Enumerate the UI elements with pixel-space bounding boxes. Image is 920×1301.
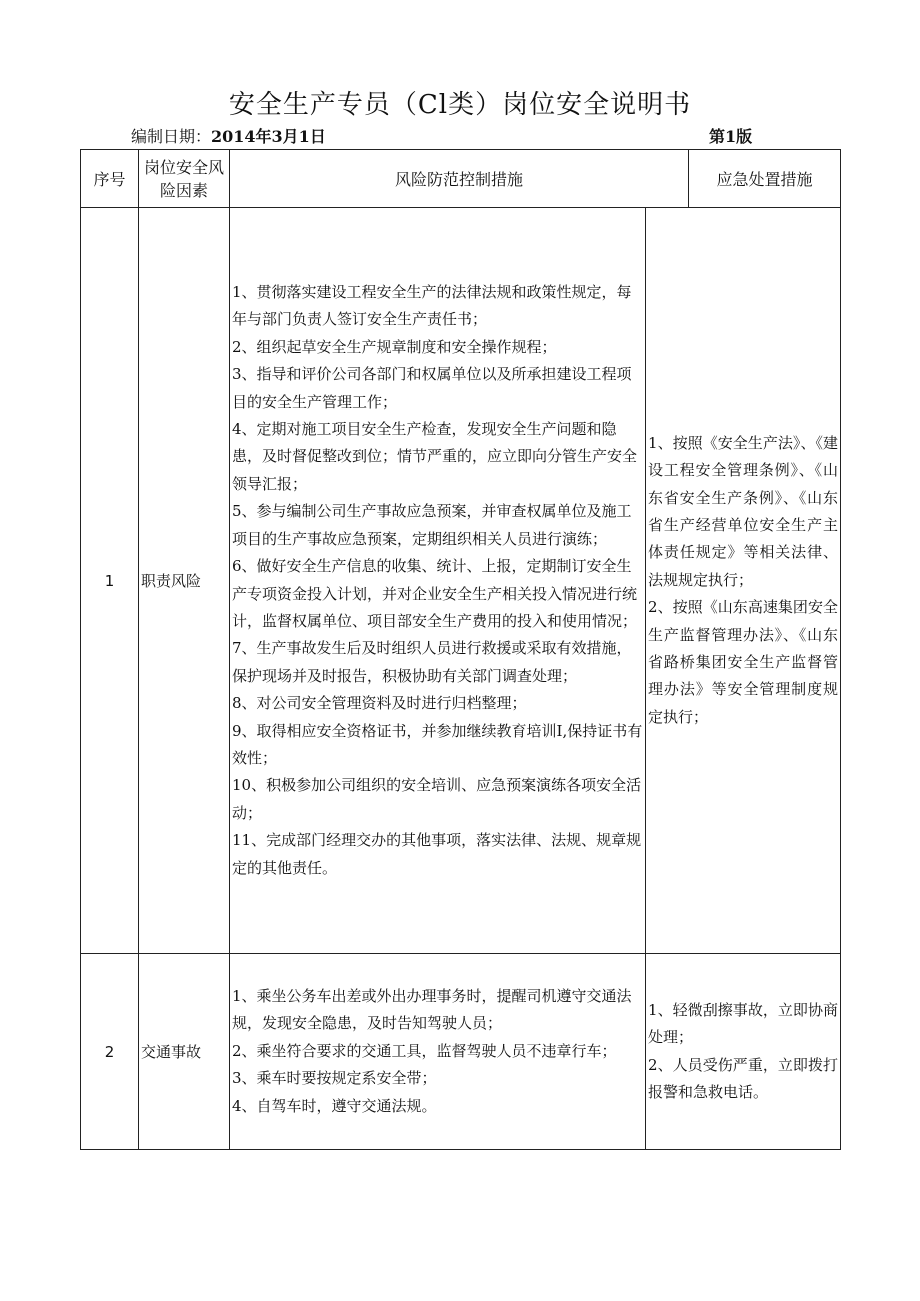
- row-number: 2: [81, 954, 139, 1150]
- control-measures: [230, 954, 646, 1150]
- header-no: 序号: [81, 150, 139, 208]
- measure-item: 3、指导和评价公司各部门和权属单位以及所承担建设工程项目的安全生产管理工作；: [232, 365, 632, 411]
- header-measures-group: [230, 150, 841, 208]
- measure-item: 4、定期对施工项目安全生产检查，发现安全生产问题和隐患，及时督促整改到位；情节严重的，应立即向分管生产安全领导汇报；: [232, 420, 638, 493]
- safety-table: [80, 149, 841, 1150]
- row-number: 1: [81, 208, 139, 954]
- measure-item: 9、取得相应安全资格证书，并参加继续教育培训I,保持证书有效性；: [232, 721, 643, 767]
- emergency-measures: [646, 208, 841, 954]
- measure-item: 1、乘坐公务车出差或外出办理事务时，提醒司机遵守交通法规，发现安全隐患，及时告知驾驶人员；: [232, 986, 632, 1033]
- measure-item: 10、积极参加公司组织的安全培训、应急预案演练各项安全活动；: [232, 776, 642, 822]
- measure-item: 1、贯彻落实建设工程安全生产的法律法规和政策性规定，每年与部门负责人签订安全生产责任书；: [232, 283, 632, 329]
- measure-item: 4、自驾车时，遵守交通法规。: [232, 1096, 437, 1115]
- version-label: 第1版: [709, 127, 753, 146]
- emergency-measures: [646, 954, 841, 1150]
- table-row: [81, 208, 841, 954]
- measure-item: 7、生产事故发生后及时组织人员进行救援或采取有效措施，保护现场并及时报告，积极协助有关部门调查处理；: [232, 639, 632, 685]
- table-row: [81, 954, 841, 1150]
- measure-item: 6、做好安全生产信息的收集、统计、上报，定期制订安全生产专项资金投入计划，并对企业安全生产相关投入情况进行统计，监督权属单位、项目部安全生产费用的投入和使用情况；: [232, 557, 638, 630]
- risk-factor: 交通事故: [139, 954, 230, 1150]
- measure-item: 11、完成部门经理交办的其他事项，落实法律、法规、规章规定的其他责任。: [232, 831, 642, 877]
- measure-item: 2、组织起草安全生产规章制度和安全操作规程；: [232, 337, 557, 356]
- control-measures: [230, 208, 646, 954]
- table-header-row: [81, 150, 841, 208]
- emergency-item: 2、人员受伤严重，立即拨打报警和急救电话。: [648, 1055, 839, 1101]
- risk-factor: 职责风险: [139, 208, 230, 954]
- measure-item: 8、对公司安全管理资料及时进行归档整理；: [232, 694, 527, 713]
- document-title: 安全生产专员（Cl类）岗位安全说明书: [228, 90, 692, 120]
- header-emergency: 应急处置措施: [688, 150, 840, 207]
- measure-item: 2、乘坐符合要求的交通工具，监督驾驶人员不违章行车；: [232, 1041, 617, 1060]
- measure-item: 5、参与编制公司生产事故应急预案，并审查权属单位及施工项目的生产事故应急预案，定期组织相关人员进行演练；: [232, 502, 632, 548]
- compile-date: [131, 124, 326, 147]
- header-risk: 岗位安全风险因素: [139, 150, 230, 208]
- emergency-item: 1、按照《安全生产法》、《建设工程安全管理条例》、《山东省安全生产条例》、《山东省生产经营单位安全生产主体责任规定》等相关法律、法规规定执行；: [648, 433, 839, 589]
- emergency-item: 1、轻微刮擦事故，立即协商处理；: [648, 1000, 839, 1047]
- measure-item: 3、乘车时要按规定系安全带；: [232, 1069, 437, 1088]
- date-label: 编制日期：: [131, 127, 212, 146]
- header-measures: 风险防范控制措施: [395, 170, 524, 189]
- emergency-item: 2、按照《山东高速集团安全生产监督管理办法》、《山东省路桥集团安全生产监督管理办法》等安全管理制度规定执行；: [648, 598, 839, 726]
- date-value: 2014年3月1日: [211, 127, 326, 146]
